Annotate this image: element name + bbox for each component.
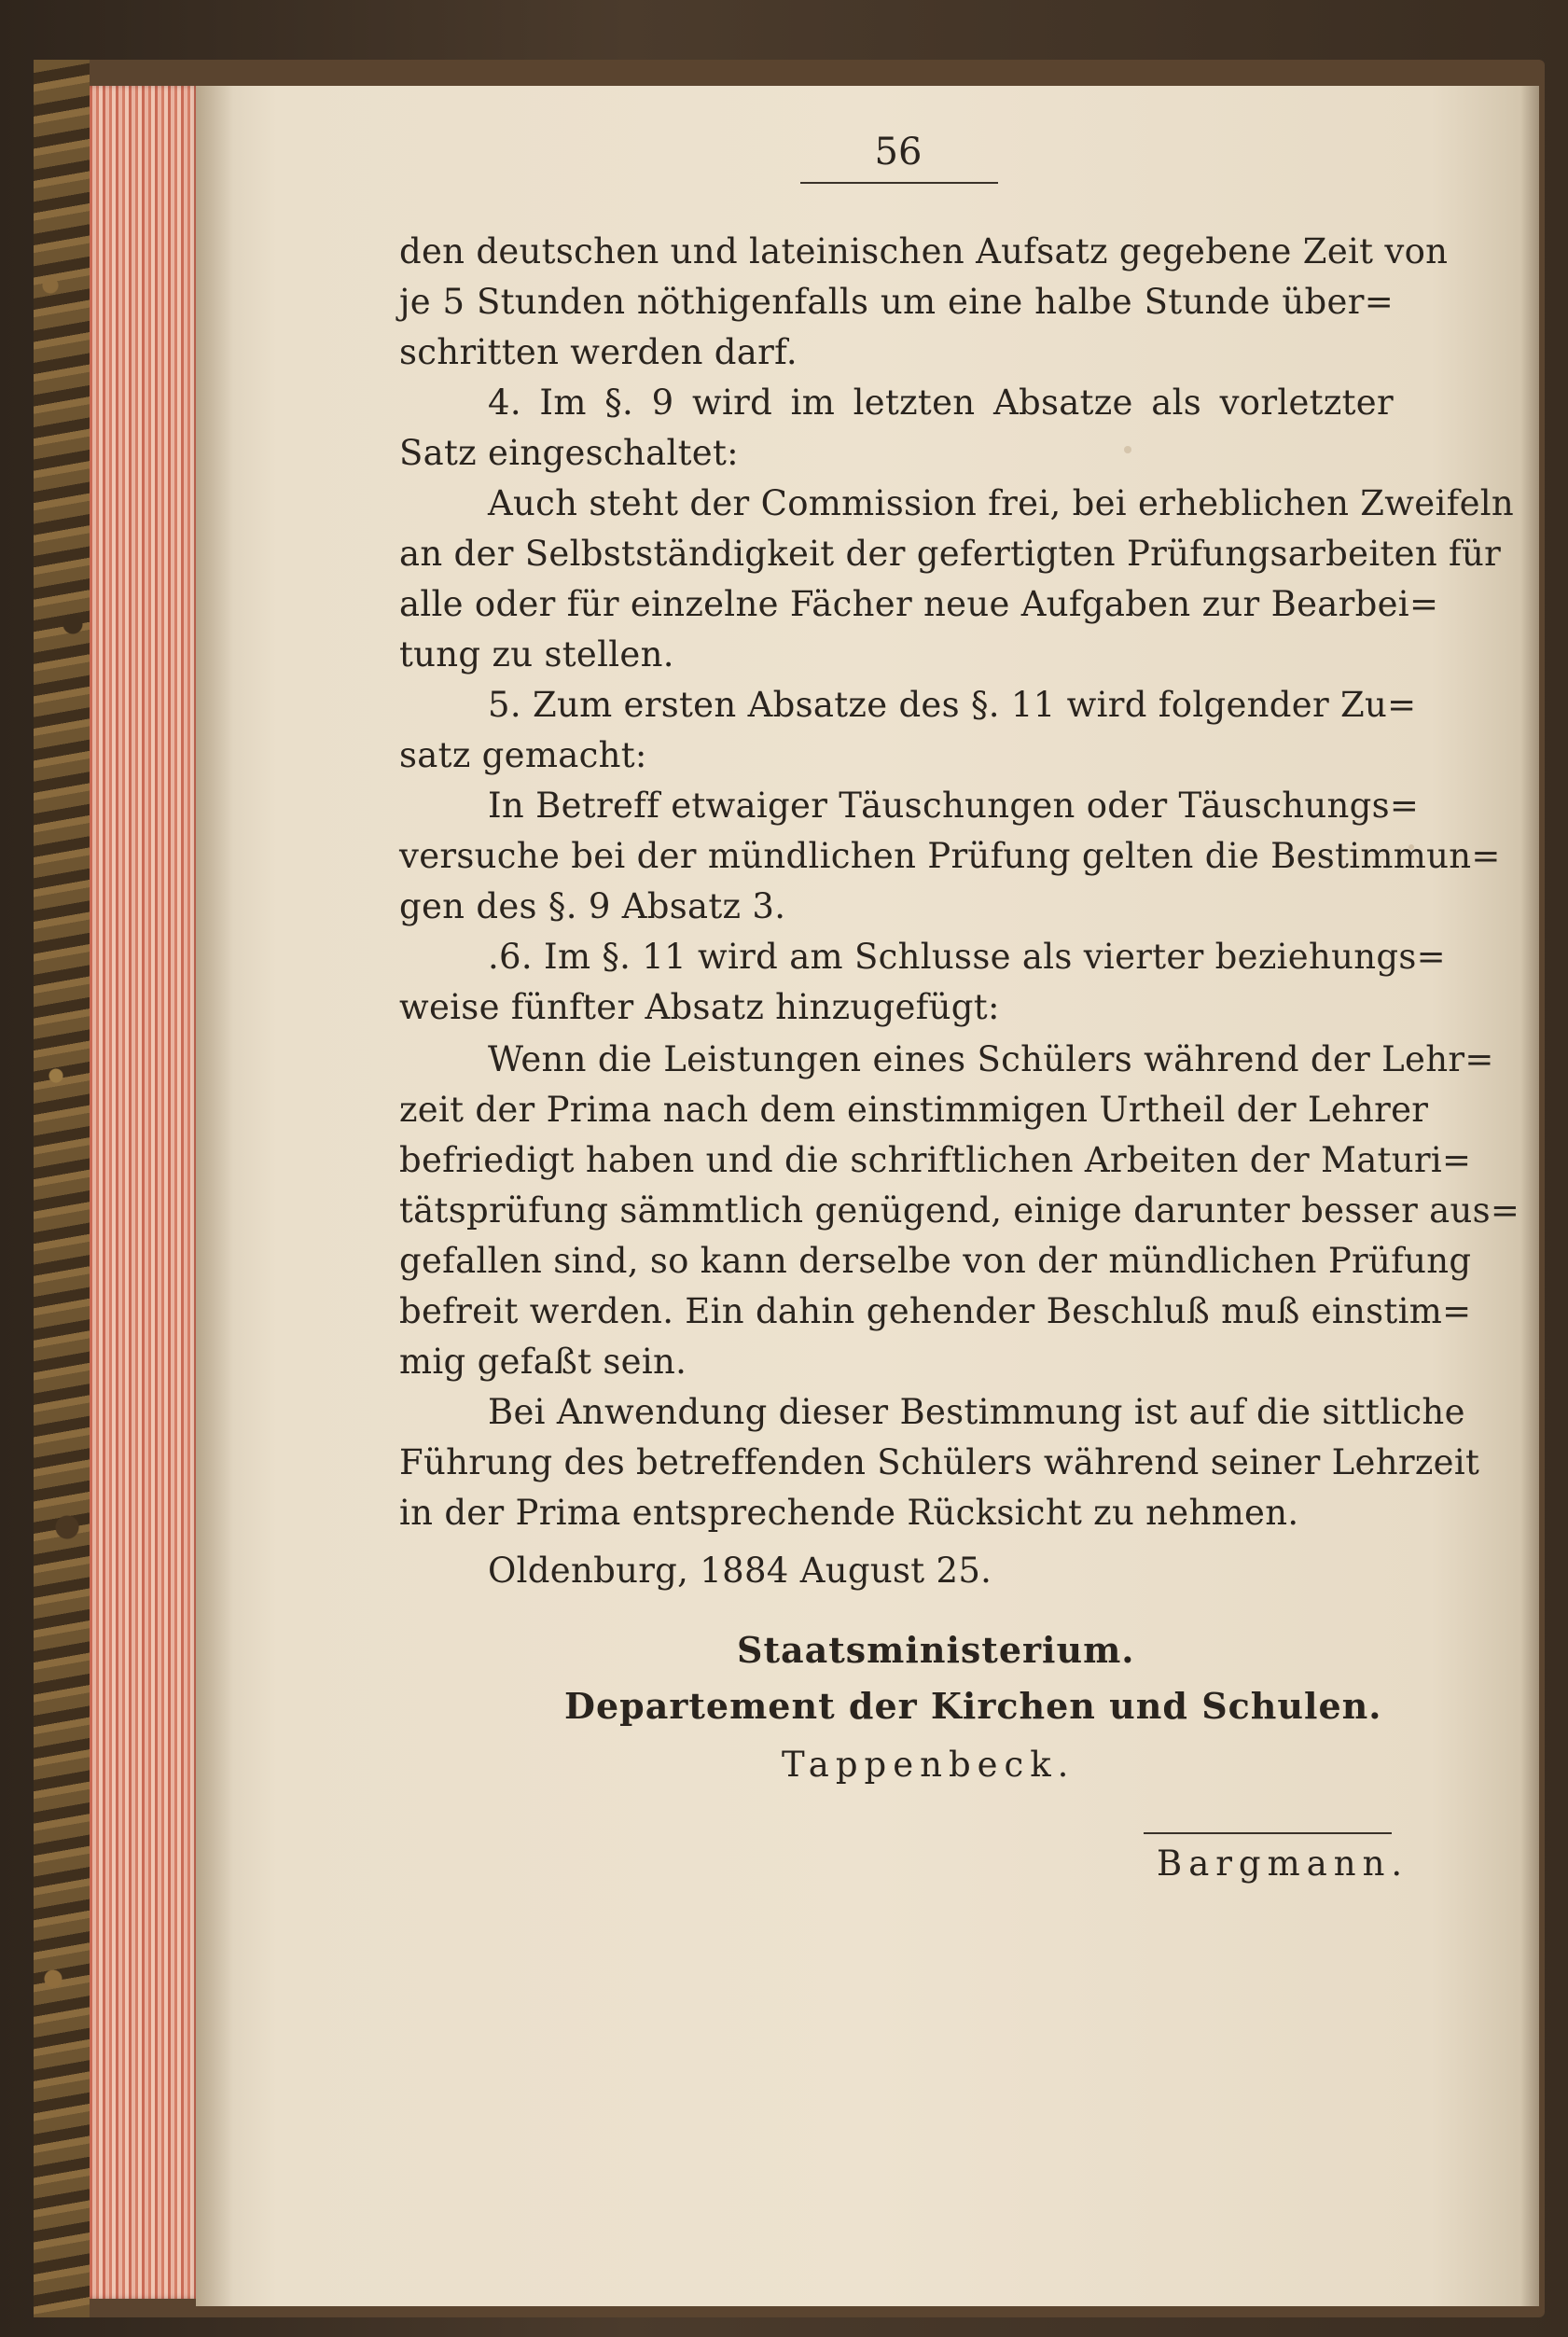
- text-line: befreit werden. Ein dahin gehender Beschluß muß einstim=: [399, 1291, 1472, 1331]
- marbled-cover-edge: [34, 60, 90, 2317]
- text-line: Führung des betreffenden Schülers während seiner Lehrzeit: [399, 1442, 1480, 1482]
- signatory-name: Tappenbeck.: [782, 1745, 1075, 1785]
- text-line: schritten werden darf.: [399, 332, 798, 372]
- text-line: tung zu stellen.: [399, 634, 674, 675]
- page-number: 56: [874, 131, 923, 174]
- text-line: zeit der Prima nach dem einstimmigen Urtheil der Lehrer: [399, 1090, 1429, 1130]
- text-line: gefallen sind, so kann derselbe von der mündlichen Prüfung: [399, 1241, 1472, 1281]
- text-line: in der Prima entsprechende Rücksicht zu nehmen.: [399, 1493, 1299, 1533]
- text-line: satz gemacht:: [399, 735, 647, 775]
- page-number-rule: [800, 182, 998, 184]
- text-line: In Betreff etwaiger Täuschungen oder Täuschungs=: [488, 786, 1420, 826]
- text-line: weise fünfter Absatz hinzugefügt:: [399, 987, 1000, 1027]
- text-line: je 5 Stunden nöthigenfalls um eine halbe Stunde über=: [399, 282, 1394, 322]
- text-line: 5. Zum ersten Absatze des §. 11 wird folgender Zu=: [488, 685, 1417, 725]
- text-line: gen des §. 9 Absatz 3.: [399, 886, 786, 926]
- countersignatory-name: Bargmann.: [1157, 1843, 1409, 1884]
- date-line: Oldenburg, 1884 August 25.: [488, 1551, 992, 1591]
- page-right-edge: [1520, 86, 1539, 2306]
- text-line: den deutschen und lateinischen Aufsatz gegebene Zeit von: [399, 231, 1449, 271]
- text-line: Satz eingeschaltet:: [399, 433, 739, 473]
- text-line: befriedigt haben und die schriftlichen Arbeiten der Maturi=: [399, 1140, 1472, 1180]
- text-line: .6. Im §. 11 wird am Schlusse als vierter beziehungs=: [488, 937, 1446, 977]
- text-line: Wenn die Leistungen eines Schülers während der Lehr=: [488, 1039, 1494, 1079]
- text-line: Auch steht der Commission frei, bei erheblichen Zweifeln: [488, 483, 1515, 523]
- gutter-shadow: [196, 86, 233, 2306]
- text-line: an der Selbstständigkeit der gefertigten Prüfungsarbeiten für: [399, 534, 1502, 574]
- ministry-name: Staatsministerium.: [737, 1629, 1135, 1671]
- text-line: Bei Anwendung dieser Bestimmung ist auf die sittliche: [488, 1392, 1465, 1432]
- text-line: mig gefaßt sein.: [399, 1342, 687, 1382]
- text-line: tätsprüfung sämmtlich genügend, einige darunter besser aus=: [399, 1190, 1520, 1231]
- text-line: alle oder für einzelne Fächer neue Aufgaben zur Bearbei=: [399, 584, 1439, 624]
- page-stack-edges: [90, 86, 200, 2299]
- department-name: Departement der Kirchen und Schulen.: [564, 1685, 1382, 1727]
- text-line: 4. Im §. 9 wird im letzten Absatze als vorletzter: [488, 383, 1394, 423]
- text-line: versuche bei der mündlichen Prüfung gelten die Bestimmun=: [399, 836, 1501, 876]
- signature-rule: [1144, 1832, 1392, 1834]
